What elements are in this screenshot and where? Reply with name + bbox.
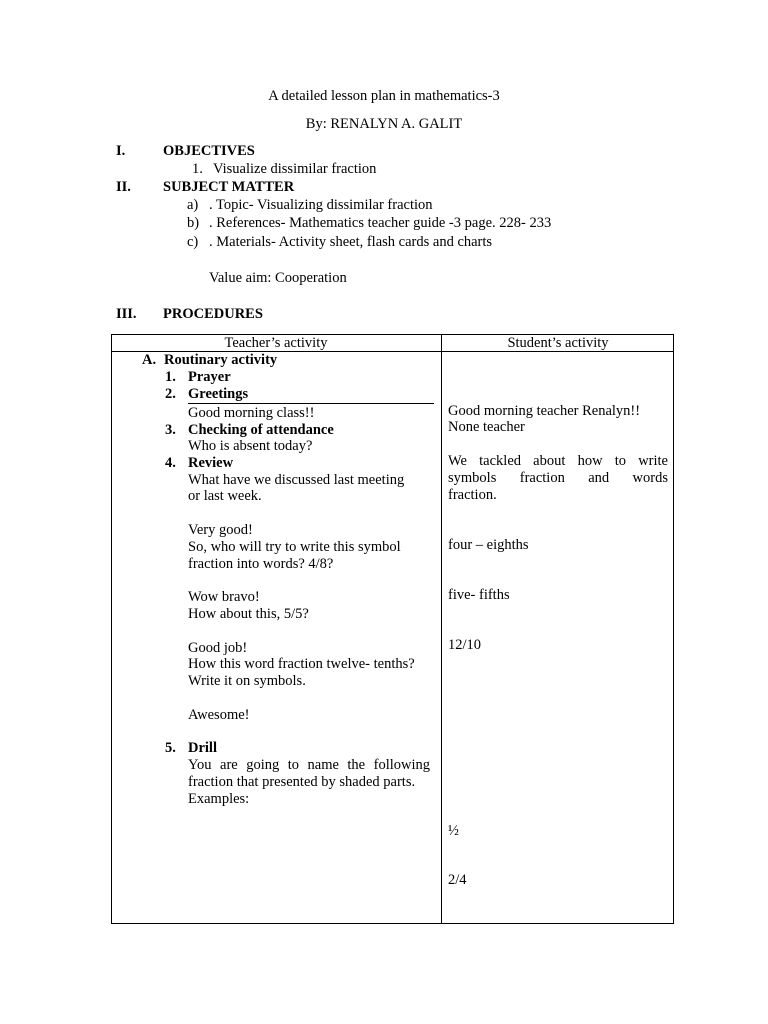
teacher-absent-question: Who is absent today? <box>188 438 313 454</box>
section-number-procedures: III. <box>116 306 137 322</box>
subject-item-references: . References- Mathematics teacher guide -3 page. 228- 233 <box>209 215 552 231</box>
greetings-underline <box>188 403 434 404</box>
student-five-fifths: five- fifths <box>448 587 510 603</box>
document-title: A detailed lesson plan in mathematics-3 <box>268 88 500 104</box>
greetings-heading: Greetings <box>188 386 249 402</box>
teacher-word-question-line2: Write it on symbols. <box>188 673 306 689</box>
student-one-half: ½ <box>448 823 459 839</box>
objective-number: 1. <box>192 161 203 177</box>
teacher-how-about: How about this, 5/5? <box>188 606 309 622</box>
teacher-review-question-line1: What have we discussed last meeting <box>188 472 405 488</box>
teacher-drill-line1: You are going to name the following <box>188 757 430 773</box>
teacher-review-question-line2: or last week. <box>188 488 262 504</box>
attendance-number: 3. <box>165 422 176 438</box>
column-header-student: Student’s activity <box>507 335 609 351</box>
subject-item-topic: . Topic- Visualizing dissimilar fraction <box>209 197 433 213</box>
routinary-activity-heading: Routinary activity <box>164 352 278 368</box>
subject-marker-b: b) <box>187 215 200 231</box>
drill-heading: Drill <box>188 740 217 756</box>
section-title-subject-matter: SUBJECT MATTER <box>163 179 295 195</box>
attendance-heading: Checking of attendance <box>188 422 334 438</box>
greetings-number: 2. <box>165 386 176 402</box>
teacher-good-morning: Good morning class!! <box>188 405 315 421</box>
section-number-objectives: I. <box>116 143 126 159</box>
teacher-drill-examples: Examples: <box>188 791 250 807</box>
teacher-write-question-line1: So, who will try to write this symbol <box>188 539 401 555</box>
teacher-write-question-line2: fraction into words? 4/8? <box>188 556 334 572</box>
student-greeting: Good morning teacher Renalyn!! <box>448 403 641 419</box>
student-two-fourths: 2/4 <box>448 872 467 888</box>
teacher-very-good: Very good! <box>188 522 253 538</box>
teacher-word-question-line1: How this word fraction twelve- tenths? <box>188 656 415 672</box>
drill-number: 5. <box>165 740 176 756</box>
student-twelve-tenths: 12/10 <box>448 637 482 653</box>
section-number-subject-matter: II. <box>116 179 131 195</box>
section-title-procedures: PROCEDURES <box>163 306 263 322</box>
objective-item: Visualize dissimilar fraction <box>213 161 377 177</box>
prayer-heading: Prayer <box>188 369 231 385</box>
routinary-marker: A. <box>142 352 157 368</box>
table-column-divider <box>441 334 442 924</box>
teacher-drill-line2: fraction that presented by shaded parts. <box>188 774 416 790</box>
prayer-number: 1. <box>165 369 176 385</box>
student-tackled-line2: symbols fraction and words <box>448 470 668 486</box>
student-tackled-line3: fraction. <box>448 487 497 503</box>
review-number: 4. <box>165 455 176 471</box>
section-title-objectives: OBJECTIVES <box>163 143 255 159</box>
author-line: By: RENALYN A. GALIT <box>305 116 463 132</box>
value-aim: Value aim: Cooperation <box>209 270 347 286</box>
teacher-awesome: Awesome! <box>188 707 250 723</box>
student-none: None teacher <box>448 419 525 435</box>
subject-item-materials: . Materials- Activity sheet, flash cards and charts <box>209 234 493 250</box>
review-heading: Review <box>188 455 234 471</box>
teacher-good-job: Good job! <box>188 640 248 656</box>
teacher-wow-bravo: Wow bravo! <box>188 589 260 605</box>
subject-marker-c: c) <box>187 234 199 250</box>
student-four-eighths: four – eighths <box>448 537 529 553</box>
subject-marker-a: a) <box>187 197 199 213</box>
student-tackled-line1: We tackled about how to write <box>448 453 668 469</box>
column-header-teacher: Teacher’s activity <box>224 335 328 351</box>
